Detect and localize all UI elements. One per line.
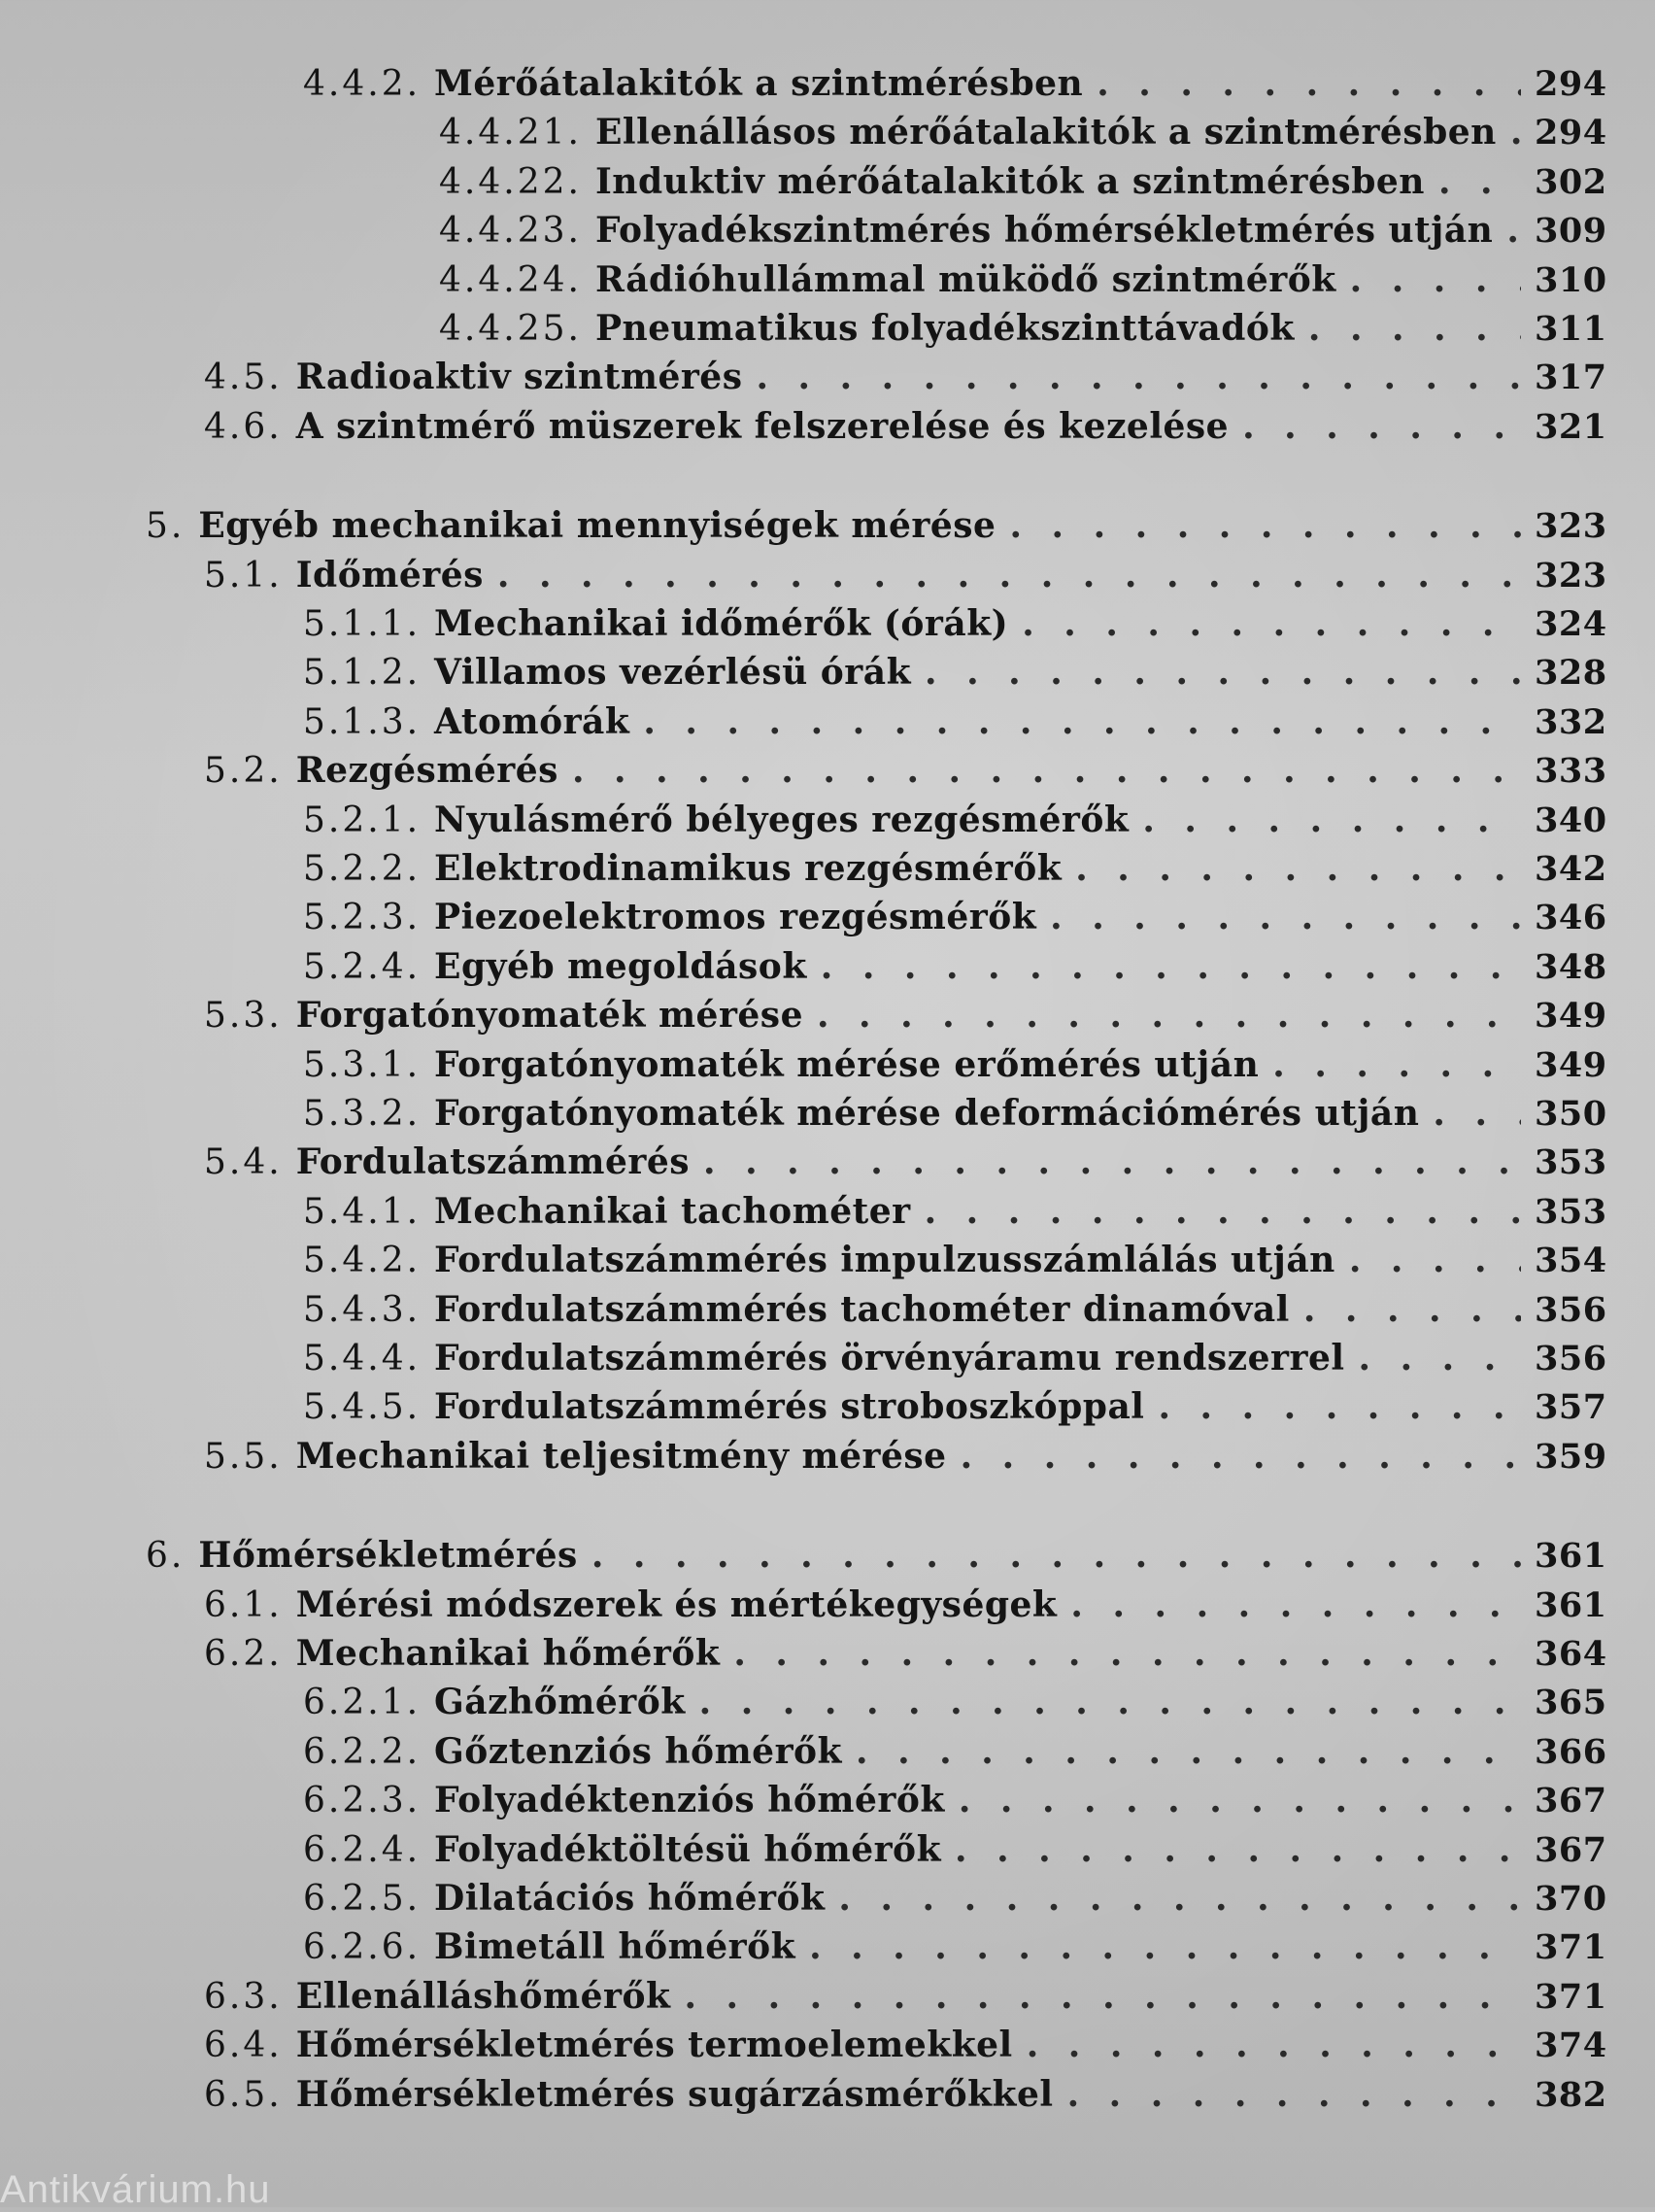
toc-entry xyxy=(204,1433,1607,1480)
dot-leader xyxy=(1022,600,1521,647)
toc-entry xyxy=(204,552,1607,598)
toc-entry-title: Gázhőmérők xyxy=(434,1682,686,1722)
toc-entry-page: 350 xyxy=(1535,1094,1607,1134)
toc-entry-page: 294 xyxy=(1535,113,1607,153)
toc-entry xyxy=(439,109,1607,155)
toc-entry-number: 5.4.2. xyxy=(303,1241,422,1280)
dot-leader xyxy=(1510,109,1521,155)
toc-entry-page: 332 xyxy=(1535,702,1607,742)
toc-entry-number: 5.1.3. xyxy=(303,702,422,742)
dot-leader xyxy=(1272,1041,1521,1088)
toc-entry xyxy=(204,747,1607,794)
toc-entry xyxy=(303,1041,1607,1088)
dot-leader xyxy=(1242,403,1521,450)
toc-entry-title: Egyéb megoldások xyxy=(434,946,807,987)
toc-entry xyxy=(303,797,1607,843)
toc-entry-number: 6.2. xyxy=(204,1634,283,1674)
dot-leader xyxy=(1075,845,1521,892)
toc-entry-title: Fordulatszámmérés stroboszkóppal xyxy=(434,1386,1145,1427)
dot-leader xyxy=(684,1973,1521,2020)
dot-leader xyxy=(1350,256,1521,303)
toc-entry-title: Gőztenziós hőmérők xyxy=(434,1731,842,1772)
toc-entry-page: 367 xyxy=(1535,1830,1607,1870)
dot-leader xyxy=(925,1188,1521,1235)
toc-entry-page: 374 xyxy=(1535,2025,1607,2065)
toc-entry xyxy=(303,1237,1607,1283)
toc-entry xyxy=(303,1383,1607,1430)
toc-entry xyxy=(439,256,1607,303)
toc-entry-title: Rádióhullámmal müködő szintmérők xyxy=(594,259,1336,300)
toc-entry-page: 367 xyxy=(1535,1781,1607,1821)
toc-entry xyxy=(146,1532,1607,1579)
toc-entry-title: A szintmérő müszerek felszerelése és kezelése xyxy=(295,406,1230,447)
toc-entry-page: 354 xyxy=(1535,1241,1607,1280)
toc-entry-number: 5.2. xyxy=(204,751,283,791)
toc-entry-title: Fordulatszámmérés örvényáramu rendszerrel xyxy=(434,1338,1345,1378)
toc-entry-title: Forgatónyomaték mérése erőmérés utján xyxy=(434,1044,1260,1085)
toc-entry-number: 4.4.21. xyxy=(439,113,582,153)
toc-entry-number: 5.3. xyxy=(204,996,283,1036)
toc-entry-title: Fordulatszámmérés impulzusszámlálás utján xyxy=(434,1240,1335,1280)
toc-entry-title: Hőmérsékletmérés termoelemekkel xyxy=(295,2025,1013,2065)
toc-entry-page: 340 xyxy=(1535,800,1607,840)
dot-leader xyxy=(1067,2071,1521,2118)
toc-entry-page: 382 xyxy=(1535,2075,1607,2115)
dot-leader xyxy=(497,552,1521,598)
toc-entry-number: 5.4.1. xyxy=(303,1192,422,1232)
toc-entry-number: 5.4.3. xyxy=(303,1290,422,1330)
toc-entry-page: 333 xyxy=(1535,751,1607,791)
toc-entry xyxy=(303,1923,1607,1970)
dot-leader xyxy=(961,1433,1521,1480)
toc-entry-title: Mechanikai teljesitmény mérése xyxy=(295,1436,947,1477)
dot-leader xyxy=(1097,60,1521,107)
toc-entry-page: 356 xyxy=(1535,1290,1607,1330)
toc-entry-number: 4.4.24. xyxy=(439,260,582,300)
dot-leader xyxy=(1142,797,1521,843)
dot-leader xyxy=(1308,305,1521,352)
toc-entry-number: 6.3. xyxy=(204,1977,283,2017)
toc-entry-title: Ellenálláshőmérők xyxy=(295,1976,671,2017)
toc-entry-number: 4.4.2. xyxy=(303,64,422,104)
toc-entry xyxy=(204,1630,1607,1677)
dot-leader xyxy=(1158,1383,1521,1430)
dot-leader xyxy=(703,1139,1521,1185)
toc-entry-title: Nyulásmérő bélyeges rezgésmérők xyxy=(434,800,1130,840)
toc-entry xyxy=(204,1139,1607,1185)
toc-entry-number: 4.5. xyxy=(204,357,283,397)
toc-entry-title: Mechanikai hőmérők xyxy=(295,1633,721,1674)
toc-entry-title: Mechanikai tachométer xyxy=(434,1191,911,1232)
toc-entry-title: Elektrodinamikus rezgésmérők xyxy=(434,848,1063,889)
toc-entry-title: Mérési módszerek és mértékegységek xyxy=(295,1584,1058,1625)
toc-entry-title: Folyadékszintmérés hőmérsékletmérés utján xyxy=(594,210,1494,251)
dot-leader xyxy=(1359,1335,1521,1381)
toc-entry-page: 309 xyxy=(1535,211,1607,251)
toc-entry-page: 328 xyxy=(1535,653,1607,693)
toc-entry-page: 356 xyxy=(1535,1339,1607,1378)
toc-entry-title: Hőmérsékletmérés xyxy=(198,1535,578,1576)
toc-entry-page: 321 xyxy=(1535,407,1607,447)
toc-entry-page: 357 xyxy=(1535,1387,1607,1427)
toc-entry-page: 366 xyxy=(1535,1732,1607,1772)
toc-entry-title: Radioaktiv szintmérés xyxy=(295,357,743,397)
dot-leader xyxy=(1349,1237,1521,1283)
toc-entry-number: 5.2.4. xyxy=(303,947,422,987)
toc-entry-number: 5.3.1. xyxy=(303,1045,422,1085)
toc-entry-page: 317 xyxy=(1535,357,1607,397)
watermark: Antikvárium.hu xyxy=(0,2168,271,2211)
toc-entry-number: 6. xyxy=(146,1536,186,1576)
dot-leader xyxy=(733,1630,1521,1677)
toc-entry-number: 5.1.1. xyxy=(303,604,422,644)
toc-entry xyxy=(303,1679,1607,1725)
dot-leader xyxy=(959,1777,1521,1823)
toc-entry-title: Fordulatszámmérés tachométer dinamóval xyxy=(434,1289,1290,1330)
toc-entry xyxy=(204,1582,1607,1628)
dot-leader xyxy=(1009,502,1521,549)
toc-entry-page: 353 xyxy=(1535,1142,1607,1182)
toc-entry-page: 324 xyxy=(1535,604,1607,644)
toc-entry-number: 6.2.1. xyxy=(303,1683,422,1722)
toc-entry-page: 364 xyxy=(1535,1634,1607,1674)
toc-entry-title: Bimetáll hőmérők xyxy=(434,1926,796,1967)
toc-entry xyxy=(146,502,1607,549)
toc-entry-title: Egyéb mechanikai mennyiségek mérése xyxy=(198,505,996,546)
dot-leader xyxy=(1303,1286,1521,1333)
toc-entry-title: Folyadéktöltésü hőmérők xyxy=(434,1829,942,1870)
toc-entry-number: 5.4.4. xyxy=(303,1339,422,1378)
toc-entry-number: 6.1. xyxy=(204,1585,283,1625)
toc-entry xyxy=(439,158,1607,205)
toc-entry xyxy=(303,894,1607,940)
dot-leader xyxy=(809,1923,1521,1970)
toc-entry xyxy=(303,649,1607,696)
toc-entry xyxy=(303,1826,1607,1873)
toc-entry-title: Mérőátalakitók a szintmérésben xyxy=(434,63,1084,104)
toc-entry-page: 346 xyxy=(1535,898,1607,937)
toc-entry-page: 359 xyxy=(1535,1437,1607,1477)
toc-entry xyxy=(303,1777,1607,1823)
toc-entry xyxy=(303,1875,1607,1922)
toc-entry xyxy=(204,354,1607,400)
toc-entry-number: 5.1.2. xyxy=(303,653,422,693)
toc-entry-page: 323 xyxy=(1535,556,1607,596)
toc-entry xyxy=(204,1973,1607,2020)
dot-leader xyxy=(955,1826,1521,1873)
toc-entry-title: Forgatónyomaték mérése deformációmérés utján xyxy=(434,1093,1420,1134)
toc-entry-number: 5.2.3. xyxy=(303,898,422,937)
toc-entry-page: 349 xyxy=(1535,1045,1607,1085)
toc-entry-page: 361 xyxy=(1535,1585,1607,1625)
toc-entry-page: 365 xyxy=(1535,1683,1607,1722)
dot-leader xyxy=(1027,2022,1521,2068)
toc-entry-number: 6.2.4. xyxy=(303,1830,422,1870)
toc-entry-number: 6.4. xyxy=(204,2025,283,2065)
toc-entry-number: 4.4.22. xyxy=(439,162,582,202)
dot-leader xyxy=(817,992,1521,1038)
toc-entry-page: 349 xyxy=(1535,996,1607,1036)
toc-entry xyxy=(204,2022,1607,2068)
toc-entry-title: Forgatónyomaték mérése xyxy=(295,995,803,1036)
toc-entry-title: Atomórák xyxy=(434,701,630,742)
dot-leader xyxy=(572,747,1521,794)
toc-entry-number: 5.2.2. xyxy=(303,849,422,889)
toc-entry-number: 4.4.23. xyxy=(439,211,582,251)
toc-entry xyxy=(303,1335,1607,1381)
toc-entry xyxy=(303,600,1607,647)
toc-entry xyxy=(303,943,1607,990)
dot-leader xyxy=(643,698,1521,745)
toc-entry-number: 4.4.25. xyxy=(439,309,582,349)
toc-entry-title: Piezoelektromos rezgésmérők xyxy=(434,897,1037,937)
toc-entry-page: 311 xyxy=(1535,309,1607,349)
dot-leader xyxy=(856,1728,1521,1775)
toc-entry-number: 5. xyxy=(146,506,186,546)
dot-leader xyxy=(1438,158,1521,205)
toc-entry xyxy=(303,698,1607,745)
dot-leader xyxy=(925,649,1521,696)
toc-entry-title: Időmérés xyxy=(295,555,484,596)
toc-entry-page: 348 xyxy=(1535,947,1607,987)
toc-entry-number: 6.2.5. xyxy=(303,1879,422,1919)
toc-entry-number: 6.2.3. xyxy=(303,1781,422,1821)
toc-entry-number: 5.4. xyxy=(204,1142,283,1182)
toc-entry-title: Mechanikai időmérők (órák) xyxy=(434,603,1009,644)
toc-entry-number: 5.4.5. xyxy=(303,1387,422,1427)
toc-entry-number: 4.6. xyxy=(204,407,283,447)
toc-entry-number: 6.2.6. xyxy=(303,1927,422,1967)
toc-entry xyxy=(303,1728,1607,1775)
toc-entry-number: 5.5. xyxy=(204,1437,283,1477)
toc-entry-number: 5.2.1. xyxy=(303,800,422,840)
toc-entry-page: 371 xyxy=(1535,1977,1607,2017)
toc-entry-page: 370 xyxy=(1535,1879,1607,1919)
toc-entry xyxy=(439,305,1607,352)
toc-entry-number: 5.3.2. xyxy=(303,1094,422,1134)
toc-entry-page: 323 xyxy=(1535,506,1607,546)
toc-entry-page: 361 xyxy=(1535,1536,1607,1576)
toc-entry xyxy=(303,1090,1607,1137)
toc-entry-page: 302 xyxy=(1535,162,1607,202)
toc-entry-number: 6.2.2. xyxy=(303,1732,422,1772)
toc-entry xyxy=(204,992,1607,1038)
toc-entry-title: Folyadéktenziós hőmérők xyxy=(434,1780,945,1821)
toc-entry-page: 310 xyxy=(1535,260,1607,300)
dot-leader xyxy=(1506,207,1521,254)
dot-leader xyxy=(838,1875,1521,1922)
toc-entry-title: Rezgésmérés xyxy=(295,750,558,791)
toc-entry-title: Dilatációs hőmérők xyxy=(434,1878,826,1919)
toc-entry-page: 342 xyxy=(1535,849,1607,889)
dot-leader xyxy=(1050,894,1521,940)
dot-leader xyxy=(1433,1090,1521,1137)
toc-entry-title: Hőmérsékletmérés sugárzásmérőkkel xyxy=(295,2074,1054,2115)
dot-leader xyxy=(821,943,1521,990)
toc-entry-title: Ellenállásos mérőátalakitók a szintmérésben xyxy=(594,112,1497,153)
toc-entry xyxy=(204,403,1607,450)
toc-entry-number: 6.5. xyxy=(204,2075,283,2115)
toc-entry-page: 353 xyxy=(1535,1192,1607,1232)
toc-entry xyxy=(303,1188,1607,1235)
toc-entry-page: 371 xyxy=(1535,1927,1607,1967)
toc-entry-page: 294 xyxy=(1535,64,1607,104)
dot-leader xyxy=(699,1679,1521,1725)
toc-entry-title: Villamos vezérlésü órák xyxy=(434,652,912,693)
toc-entry xyxy=(439,207,1607,254)
dot-leader xyxy=(756,354,1521,400)
toc-entry xyxy=(303,60,1607,107)
toc-entry-number: 5.1. xyxy=(204,556,283,596)
toc-entry xyxy=(303,1286,1607,1333)
dot-leader xyxy=(1070,1582,1521,1628)
dot-leader xyxy=(591,1532,1521,1579)
toc-entry-title: Pneumatikus folyadékszinttávadók xyxy=(594,308,1295,349)
toc-entry-title: Induktiv mérőátalakitók a szintmérésben xyxy=(594,161,1425,202)
toc-entry xyxy=(204,2071,1607,2118)
toc-entry xyxy=(303,845,1607,892)
toc-entry-title: Fordulatszámmérés xyxy=(295,1141,691,1182)
